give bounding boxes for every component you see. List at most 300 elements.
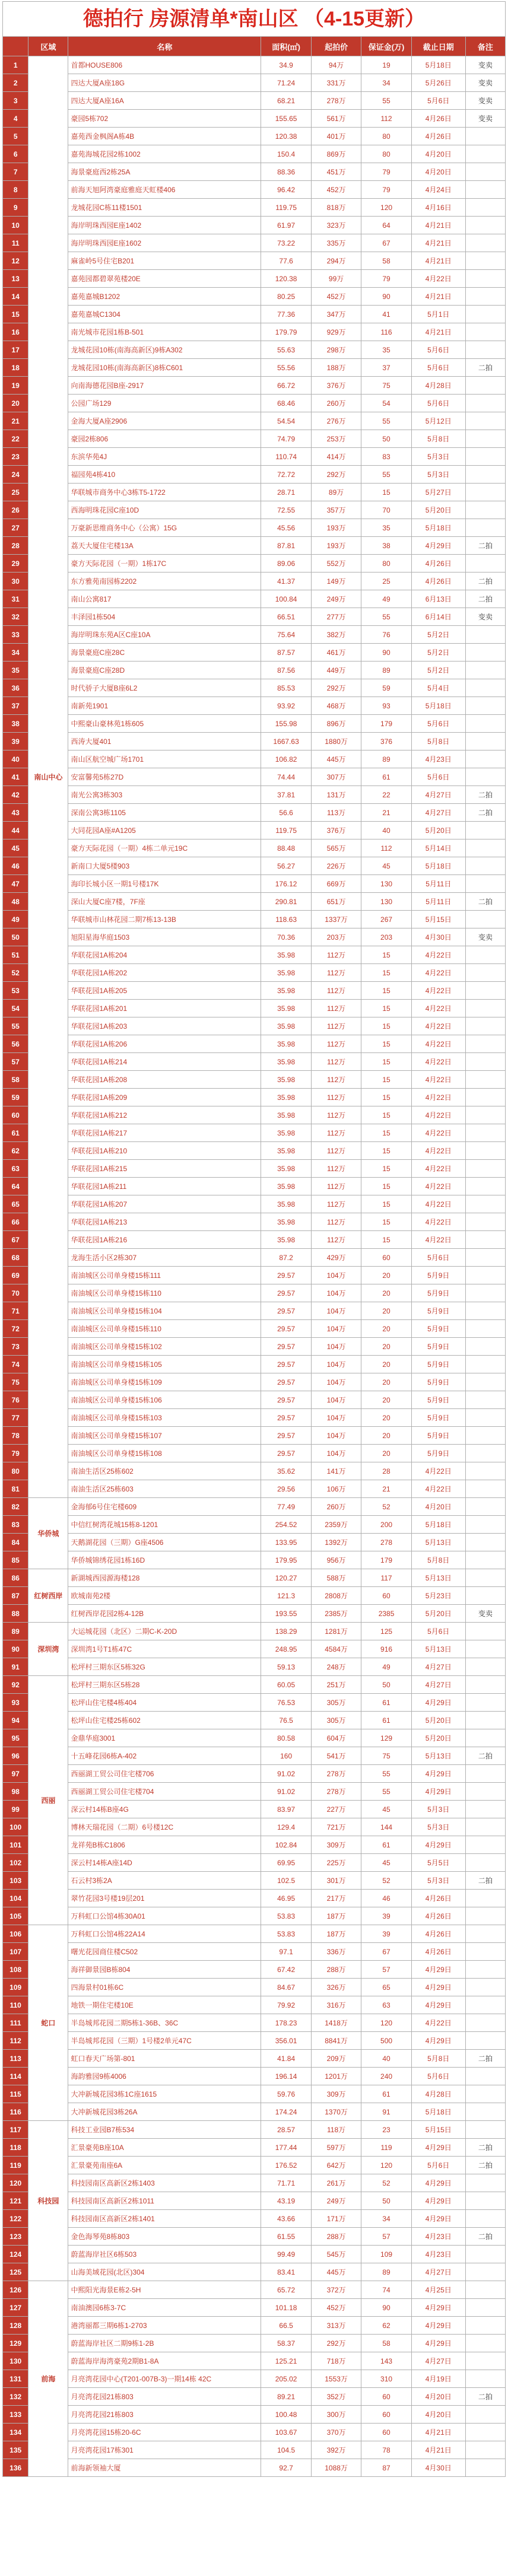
property-name: 华联花园1A栋205 <box>68 982 261 1000</box>
deposit: 50 <box>361 430 411 448</box>
table-row <box>3 1943 506 1961</box>
table-row <box>3 56 506 74</box>
start-price: 104万 <box>311 1320 361 1338</box>
property-area: 80.58 <box>261 1729 311 1747</box>
note <box>465 1658 505 1676</box>
table-row <box>3 679 506 697</box>
note <box>465 519 505 537</box>
start-price: 468万 <box>311 697 361 715</box>
deposit: 179 <box>361 715 411 733</box>
deposit: 58 <box>361 252 411 270</box>
note <box>465 1640 505 1658</box>
start-price: 445万 <box>311 2263 361 2281</box>
deposit: 60 <box>361 2424 411 2441</box>
row-index: 54 <box>3 1000 28 1017</box>
row-index: 111 <box>3 2014 28 2032</box>
table-row <box>3 1178 506 1195</box>
row-index: 78 <box>3 1427 28 1445</box>
deadline: 5月6日 <box>411 341 465 359</box>
table-row <box>3 252 506 270</box>
table-row <box>3 1320 506 1338</box>
property-name: 华联花园1A栋206 <box>68 1035 261 1053</box>
row-index: 112 <box>3 2032 28 2050</box>
property-name: 丰泽园1栋504 <box>68 608 261 626</box>
property-area: 70.36 <box>261 928 311 946</box>
note <box>465 341 505 359</box>
start-price: 1201万 <box>311 2068 361 2085</box>
note <box>465 2085 505 2103</box>
property-area: 121.3 <box>261 1587 311 1605</box>
property-area: 176.12 <box>261 875 311 893</box>
deposit: 91 <box>361 2103 411 2121</box>
deadline: 5月8日 <box>411 733 465 750</box>
note <box>465 662 505 679</box>
property-name: 中熙豪山豪林苑1栋605 <box>68 715 261 733</box>
row-index: 98 <box>3 1783 28 1801</box>
deposit: 79 <box>361 181 411 199</box>
property-area: 35.98 <box>261 1017 311 1035</box>
table-row <box>3 448 506 466</box>
property-area: 37.81 <box>261 786 311 804</box>
property-name: 汇景豪苑B座10A <box>68 2139 261 2157</box>
header-row <box>3 37 506 56</box>
property-name: 荔天大厦住宅楼13A <box>68 537 261 555</box>
row-index: 70 <box>3 1284 28 1302</box>
row-index: 22 <box>3 430 28 448</box>
deposit: 75 <box>361 1747 411 1765</box>
deposit: 55 <box>361 608 411 626</box>
deposit: 52 <box>361 1872 411 1890</box>
note: 二拍 <box>465 786 505 804</box>
property-area: 29.56 <box>261 1480 311 1498</box>
deadline: 4月29日 <box>411 1694 465 1712</box>
property-name: 蔚蓝海岸社区二期9栋1-2B <box>68 2335 261 2352</box>
deadline: 4月28日 <box>411 377 465 395</box>
note <box>465 1818 505 1836</box>
deposit: 45 <box>361 1801 411 1818</box>
start-price: 277万 <box>311 608 361 626</box>
row-index: 7 <box>3 163 28 181</box>
deadline: 4月16日 <box>411 199 465 217</box>
start-price: 352万 <box>311 2388 361 2406</box>
start-price: 248万 <box>311 1658 361 1676</box>
deposit: 60 <box>361 1587 411 1605</box>
note <box>465 1071 505 1089</box>
deposit: 90 <box>361 288 411 306</box>
start-price: 294万 <box>311 252 361 270</box>
deadline: 4月30日 <box>411 2459 465 2477</box>
note <box>465 306 505 323</box>
property-area: 35.98 <box>261 1035 311 1053</box>
note: 二拍 <box>465 537 505 555</box>
note <box>465 1783 505 1801</box>
start-price: 1281万 <box>311 1623 361 1640</box>
deadline: 4月29日 <box>411 1979 465 1996</box>
start-price: 278万 <box>311 1783 361 1801</box>
property-area: 138.29 <box>261 1623 311 1640</box>
note <box>465 430 505 448</box>
deposit: 52 <box>361 2174 411 2192</box>
start-price: 188万 <box>311 359 361 377</box>
start-price: 104万 <box>311 1356 361 1373</box>
note <box>465 501 505 519</box>
start-price: 8841万 <box>311 2032 361 2050</box>
note: 变卖 <box>465 110 505 128</box>
deposit: 45 <box>361 857 411 875</box>
row-index: 97 <box>3 1765 28 1783</box>
property-area: 205.02 <box>261 2370 311 2388</box>
row-index: 89 <box>3 1623 28 1640</box>
deadline: 5月6日 <box>411 768 465 786</box>
start-price: 249万 <box>311 2192 361 2210</box>
table-row <box>3 1925 506 1943</box>
row-index: 123 <box>3 2228 28 2246</box>
note <box>465 412 505 430</box>
deposit: 20 <box>361 1284 411 1302</box>
property-name: 南油城区公司单身楼15栋107 <box>68 1427 261 1445</box>
table-row <box>3 1961 506 1979</box>
row-index: 119 <box>3 2157 28 2174</box>
deposit: 55 <box>361 1783 411 1801</box>
deposit: 45 <box>361 1854 411 1872</box>
row-index: 115 <box>3 2085 28 2103</box>
table-row <box>3 2246 506 2263</box>
row-index: 43 <box>3 804 28 822</box>
property-name: 翠竹花园3号楼19层201 <box>68 1890 261 1907</box>
district-cell: 蛇口 <box>28 1925 68 2121</box>
property-name: 华联花园1A栋210 <box>68 1142 261 1160</box>
deadline: 4月25日 <box>411 2281 465 2299</box>
property-area: 176.52 <box>261 2157 311 2174</box>
start-price: 451万 <box>311 163 361 181</box>
table-row <box>3 341 506 359</box>
start-price: 187万 <box>311 1907 361 1925</box>
start-price: 392万 <box>311 2441 361 2459</box>
property-area: 85.53 <box>261 679 311 697</box>
start-price: 452万 <box>311 181 361 199</box>
property-area: 29.57 <box>261 1338 311 1356</box>
deadline: 5月18日 <box>411 697 465 715</box>
property-area: 196.14 <box>261 2068 311 2085</box>
row-index: 72 <box>3 1320 28 1338</box>
row-index: 21 <box>3 412 28 430</box>
table-row <box>3 412 506 430</box>
property-area: 120.27 <box>261 1569 311 1587</box>
start-price: 288万 <box>311 2228 361 2246</box>
start-price: 217万 <box>311 1890 361 1907</box>
row-index: 67 <box>3 1231 28 1249</box>
deadline: 5月9日 <box>411 1391 465 1409</box>
row-index: 76 <box>3 1391 28 1409</box>
row-index: 24 <box>3 466 28 484</box>
table-row <box>3 1765 506 1783</box>
note <box>465 679 505 697</box>
deposit: 15 <box>361 946 411 964</box>
start-price: 461万 <box>311 644 361 662</box>
row-index: 128 <box>3 2317 28 2335</box>
deadline: 4月21日 <box>411 234 465 252</box>
note <box>465 1587 505 1605</box>
deposit: 20 <box>361 1373 411 1391</box>
property-name: 大冲新城花园3栋1C座1615 <box>68 2085 261 2103</box>
property-name: 南油生活区25栋602 <box>68 1462 261 1480</box>
property-area: 193.55 <box>261 1605 311 1623</box>
deadline: 5月20日 <box>411 1712 465 1729</box>
row-index: 68 <box>3 1249 28 1267</box>
row-index: 108 <box>3 1961 28 1979</box>
property-area: 129.4 <box>261 1818 311 1836</box>
row-index: 1 <box>3 56 28 74</box>
table-row <box>3 1996 506 2014</box>
deadline: 4月22日 <box>411 1035 465 1053</box>
property-area: 155.98 <box>261 715 311 733</box>
row-index: 45 <box>3 839 28 857</box>
row-index: 95 <box>3 1729 28 1747</box>
property-name: 四达大厦A座18G <box>68 74 261 92</box>
deadline: 4月29日 <box>411 2192 465 2210</box>
row-index: 126 <box>3 2281 28 2299</box>
deposit: 20 <box>361 1267 411 1284</box>
start-price: 4584万 <box>311 1640 361 1658</box>
district-cell: 南山中心 <box>28 56 68 1498</box>
deposit: 55 <box>361 92 411 110</box>
property-area: 106.82 <box>261 750 311 768</box>
row-index: 53 <box>3 982 28 1000</box>
row-index: 30 <box>3 573 28 590</box>
row-index: 91 <box>3 1658 28 1676</box>
table-row <box>3 1142 506 1160</box>
property-name: 豪园5栋702 <box>68 110 261 128</box>
property-name: 月亮湾花园21栋803 <box>68 2406 261 2424</box>
table-row <box>3 786 506 804</box>
row-index: 125 <box>3 2263 28 2281</box>
table-row <box>3 1445 506 1462</box>
table-row <box>3 1017 506 1035</box>
table-row <box>3 1284 506 1302</box>
property-name: 嘉苑西金枫阁A栋4B <box>68 128 261 145</box>
table-row <box>3 1089 506 1106</box>
table-row <box>3 1462 506 1480</box>
start-price: 818万 <box>311 199 361 217</box>
deadline: 4月26日 <box>411 1907 465 1925</box>
row-index: 122 <box>3 2210 28 2228</box>
deadline: 4月29日 <box>411 2032 465 2050</box>
property-name: 南油城区公司单身楼15栋104 <box>68 1302 261 1320</box>
property-name: 华联花园1A栋214 <box>68 1053 261 1071</box>
deposit: 89 <box>361 662 411 679</box>
property-name: 松坪村三期东区5栋32G <box>68 1658 261 1676</box>
property-area: 29.57 <box>261 1320 311 1338</box>
note <box>465 1106 505 1124</box>
deposit: 2385 <box>361 1605 411 1623</box>
table-row <box>3 911 506 928</box>
note <box>465 2263 505 2281</box>
note: 变卖 <box>465 928 505 946</box>
note <box>465 697 505 715</box>
table-row <box>3 2406 506 2424</box>
table-row <box>3 2441 506 2459</box>
deposit: 15 <box>361 1124 411 1142</box>
deadline: 5月3日 <box>411 448 465 466</box>
property-area: 29.57 <box>261 1373 311 1391</box>
property-area: 61.55 <box>261 2228 311 2246</box>
deadline: 4月29日 <box>411 2335 465 2352</box>
deadline: 5月14日 <box>411 839 465 857</box>
note <box>465 2317 505 2335</box>
property-area: 100.84 <box>261 590 311 608</box>
deposit: 916 <box>361 1640 411 1658</box>
note <box>465 1338 505 1356</box>
note <box>465 875 505 893</box>
start-price: 106万 <box>311 1480 361 1498</box>
start-price: 541万 <box>311 1747 361 1765</box>
property-area: 160 <box>261 1747 311 1765</box>
property-area: 55.56 <box>261 359 311 377</box>
start-price: 112万 <box>311 1213 361 1231</box>
property-name: 深圳湾1号T1栋47C <box>68 1640 261 1658</box>
property-area: 102.84 <box>261 1836 311 1854</box>
deposit: 15 <box>361 484 411 501</box>
start-price: 597万 <box>311 2139 361 2157</box>
deposit: 40 <box>361 2050 411 2068</box>
property-area: 96.42 <box>261 181 311 199</box>
deadline: 5月13日 <box>411 1640 465 1658</box>
note: 二拍 <box>465 2139 505 2157</box>
deposit: 90 <box>361 2299 411 2317</box>
table-row <box>3 644 506 662</box>
row-index: 51 <box>3 946 28 964</box>
note <box>465 964 505 982</box>
deposit: 38 <box>361 537 411 555</box>
start-price: 203万 <box>311 928 361 946</box>
table-row <box>3 2352 506 2370</box>
property-area: 59.76 <box>261 2085 311 2103</box>
property-area: 119.75 <box>261 199 311 217</box>
row-index: 12 <box>3 252 28 270</box>
property-name: 南油城区公司单身楼15栋110 <box>68 1320 261 1338</box>
deposit: 75 <box>361 377 411 395</box>
deadline: 5月20日 <box>411 822 465 839</box>
deposit: 117 <box>361 1569 411 1587</box>
deadline: 4月29日 <box>411 2317 465 2335</box>
table-row <box>3 2317 506 2335</box>
deadline: 5月11日 <box>411 893 465 911</box>
row-index: 11 <box>3 234 28 252</box>
deposit: 20 <box>361 1445 411 1462</box>
property-name: 华联花园1A栋211 <box>68 1178 261 1195</box>
start-price: 251万 <box>311 1676 361 1694</box>
start-price: 347万 <box>311 306 361 323</box>
note <box>465 1516 505 1534</box>
property-area: 101.18 <box>261 2299 311 2317</box>
start-price: 292万 <box>311 2335 361 2352</box>
property-name: 时代骄子大厦B座6L2 <box>68 679 261 697</box>
property-area: 29.57 <box>261 1284 311 1302</box>
note <box>465 448 505 466</box>
deadline: 4月26日 <box>411 128 465 145</box>
row-index: 64 <box>3 1178 28 1195</box>
deadline: 4月26日 <box>411 573 465 590</box>
note <box>465 323 505 341</box>
start-price: 869万 <box>311 145 361 163</box>
table-row <box>3 893 506 911</box>
note <box>465 946 505 964</box>
note <box>465 839 505 857</box>
note <box>465 715 505 733</box>
deadline: 4月30日 <box>411 928 465 946</box>
property-name: 华联花园1A栋203 <box>68 1017 261 1035</box>
row-index: 40 <box>3 750 28 768</box>
row-index: 38 <box>3 715 28 733</box>
deadline: 5月9日 <box>411 1320 465 1338</box>
deadline: 5月18日 <box>411 2103 465 2121</box>
property-name: 西涛大厦401 <box>68 733 261 750</box>
start-price: 1088万 <box>311 2459 361 2477</box>
row-index: 85 <box>3 1551 28 1569</box>
property-area: 72.55 <box>261 501 311 519</box>
deadline: 4月26日 <box>411 555 465 573</box>
table-row <box>3 2424 506 2441</box>
row-index: 81 <box>3 1480 28 1498</box>
row-index: 114 <box>3 2068 28 2085</box>
table-row <box>3 110 506 128</box>
start-price: 118万 <box>311 2121 361 2139</box>
deposit: 22 <box>361 786 411 804</box>
deadline: 4月29日 <box>411 2139 465 2157</box>
deposit: 50 <box>361 2192 411 2210</box>
deposit: 120 <box>361 2014 411 2032</box>
deadline: 5月9日 <box>411 1284 465 1302</box>
property-name: 月亮湾花园中心(T201-007B-3)一期14栋 42C <box>68 2370 261 2388</box>
property-area: 89.21 <box>261 2388 311 2406</box>
deadline: 4月22日 <box>411 1142 465 1160</box>
property-name: 港湾丽都三期6栋1-2703 <box>68 2317 261 2335</box>
property-area: 254.52 <box>261 1516 311 1534</box>
deadline: 4月21日 <box>411 288 465 306</box>
property-area: 1667.63 <box>261 733 311 750</box>
table-row <box>3 1712 506 1729</box>
property-name: 南光公寓3栋303 <box>68 786 261 804</box>
table-row <box>3 1818 506 1836</box>
deadline: 4月21日 <box>411 2424 465 2441</box>
deadline: 6月14日 <box>411 608 465 626</box>
property-name: 大运城花园（北区）二期C-K-20D <box>68 1623 261 1640</box>
table-row <box>3 519 506 537</box>
note <box>465 1373 505 1391</box>
deposit: 15 <box>361 982 411 1000</box>
start-price: 929万 <box>311 323 361 341</box>
property-area: 76.5 <box>261 1712 311 1729</box>
note <box>465 1996 505 2014</box>
deadline: 5月9日 <box>411 1338 465 1356</box>
deadline: 5月18日 <box>411 1516 465 1534</box>
property-area: 110.74 <box>261 448 311 466</box>
property-name: 金海郁6号住宅楼609 <box>68 1498 261 1516</box>
property-name: 四海景村01栋6C <box>68 1979 261 1996</box>
property-area: 67.42 <box>261 1961 311 1979</box>
deposit: 200 <box>361 1516 411 1534</box>
note <box>465 1943 505 1961</box>
deadline: 4月22日 <box>411 964 465 982</box>
property-area: 83.97 <box>261 1801 311 1818</box>
deposit: 39 <box>361 1907 411 1925</box>
deadline: 5月18日 <box>411 857 465 875</box>
note <box>465 2424 505 2441</box>
property-area: 99.49 <box>261 2246 311 2263</box>
deposit: 130 <box>361 893 411 911</box>
start-price: 104万 <box>311 1445 361 1462</box>
start-price: 112万 <box>311 964 361 982</box>
